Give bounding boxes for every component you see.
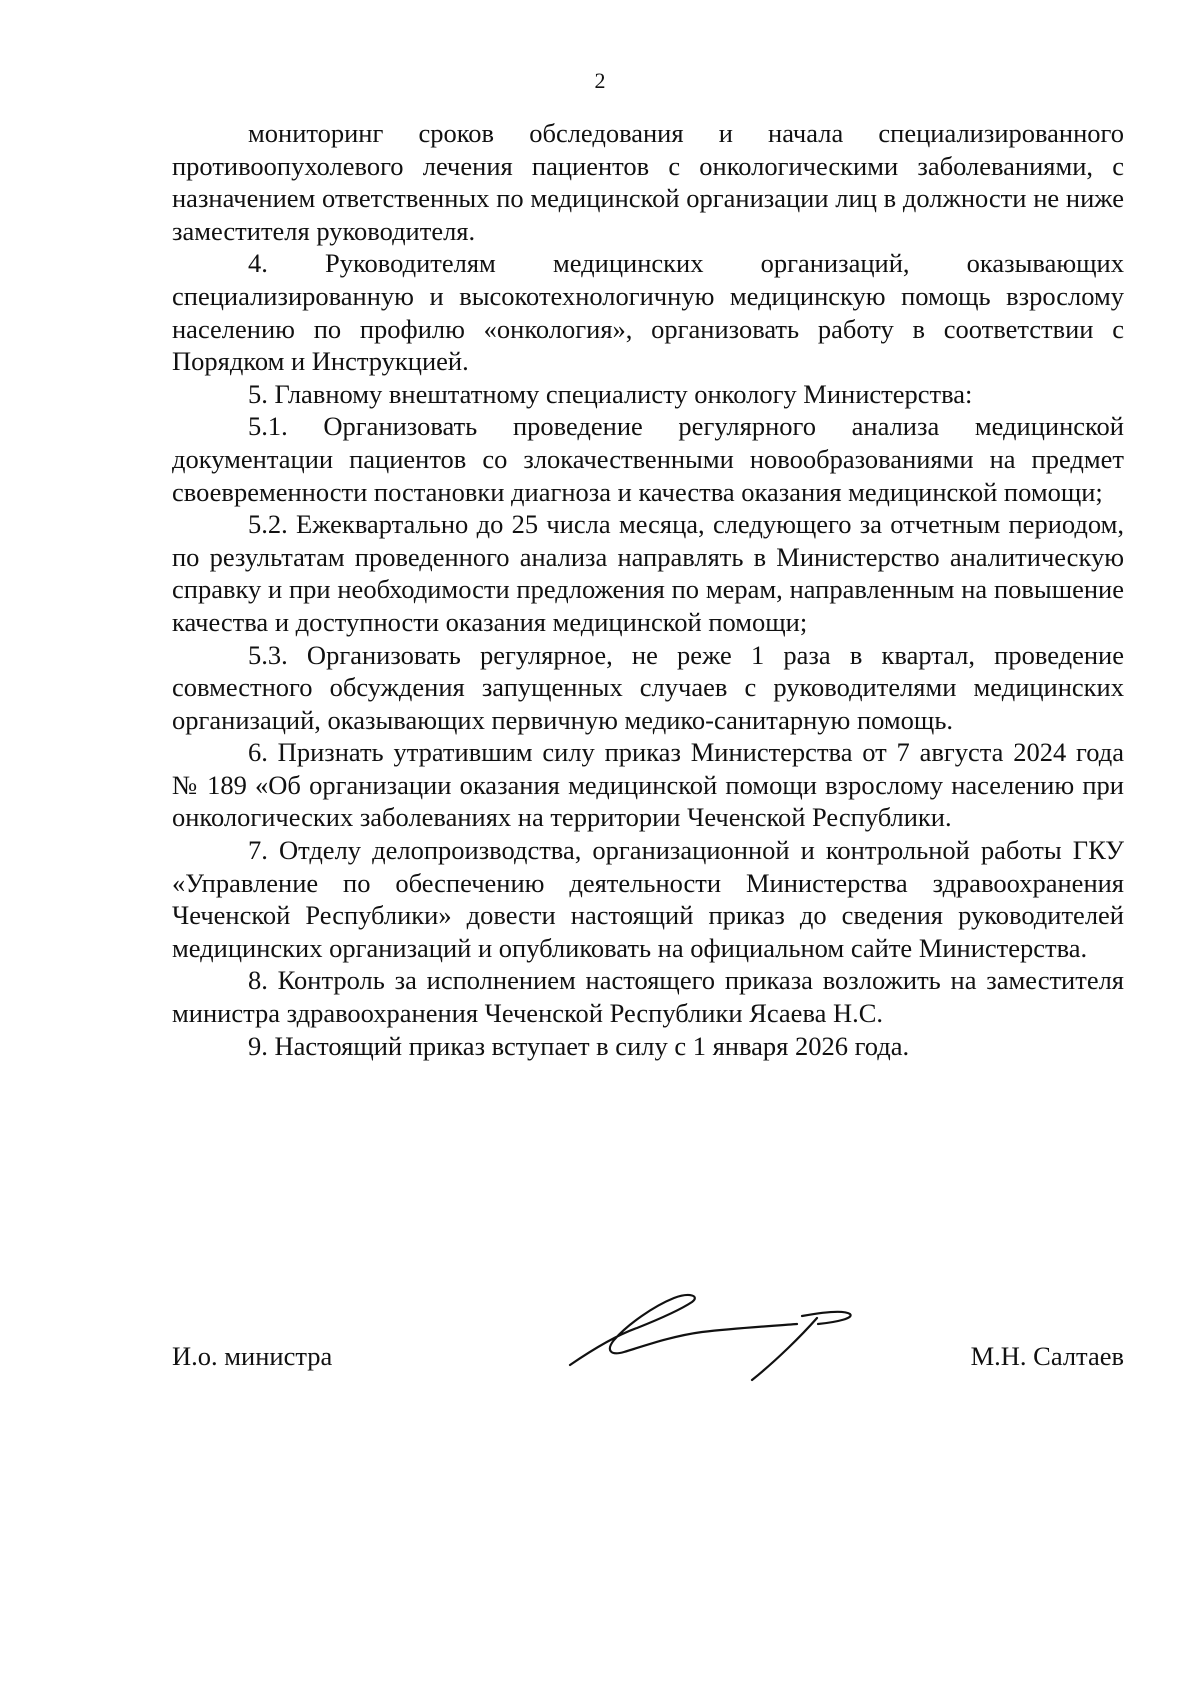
document-body — [172, 117, 1124, 1062]
paragraph-item-6: 6. Признать утратившим силу приказ Министерства от 7 августа 2024 года № 189 «Об организации оказания медицинской помощи взрослому населению при онкологических заболеваниях на территории Чеченской Республики. — [172, 737, 1124, 833]
signatory-title: И.о. министра — [172, 1341, 333, 1371]
paragraph-item-5-2: 5.2. Ежеквартально до 25 числа месяца, следующего за отчетным периодом, по результатам проведенного анализа направлять в Министерство аналитическую справку и при необходимости предложения по мерам, направленным на повышение качества и доступности оказания медицинской помощи; — [172, 509, 1124, 637]
paragraph-monitoring: мониторинг сроков обследования и начала специализированного противоопухолевого лечения пациентов с онкологическими заболеваниями, с назначением ответственных по медицинской организации лиц в должности не ниже заместителя руководителя. — [172, 118, 1124, 246]
signatory-name: М.Н. Салтаев — [970, 1341, 1124, 1371]
paragraph-item-7: 7. Отделу делопроизводства, организационной и контрольной работы ГКУ «Управление по обеспечению деятельности Министерства здравоохранения Чеченской Республики» довести настоящий приказ до сведения руководителей медицинских организаций и опубликовать на официальном сайте Министерства. — [172, 835, 1124, 963]
signature-block — [172, 1325, 1124, 1385]
paragraph-item-5-3: 5.3. Организовать регулярное, не реже 1 раза в квартал, проведение совместного обсуждения запущенных случаев с руководителями медицинских организаций, оказывающих первичную медико-санитарную помощь. — [172, 639, 1124, 735]
paragraph-item-5-1: 5.1. Организовать проведение регулярного анализа медицинской документации пациентов со злокачественными новообразованиями на предмет своевременности постановки диагноза и качества оказания медицинской помощи; — [172, 411, 1124, 507]
paragraph-item-5: 5. Главному внештатному специалисту онкологу Министерства: — [248, 378, 973, 409]
paragraph-item-4: 4. Руководителям медицинских организаций, оказывающих специализированную и высокотехнологичную медицинскую помощь взрослому населению по профилю «онкология», организовать работу в соответствии с Порядком и Инструкцией. — [172, 248, 1124, 377]
paragraph-item-8: 8. Контроль за исполнением настоящего приказа возложить на заместителя министра здравоохранения Чеченской Республики Ясаева Н.С. — [172, 965, 1124, 1029]
handwritten-signature — [562, 1280, 862, 1385]
paragraph-item-9: 9. Настоящий приказ вступает в силу с 1 января 2026 года. — [248, 1030, 910, 1061]
page-number: 2 — [594, 68, 606, 93]
